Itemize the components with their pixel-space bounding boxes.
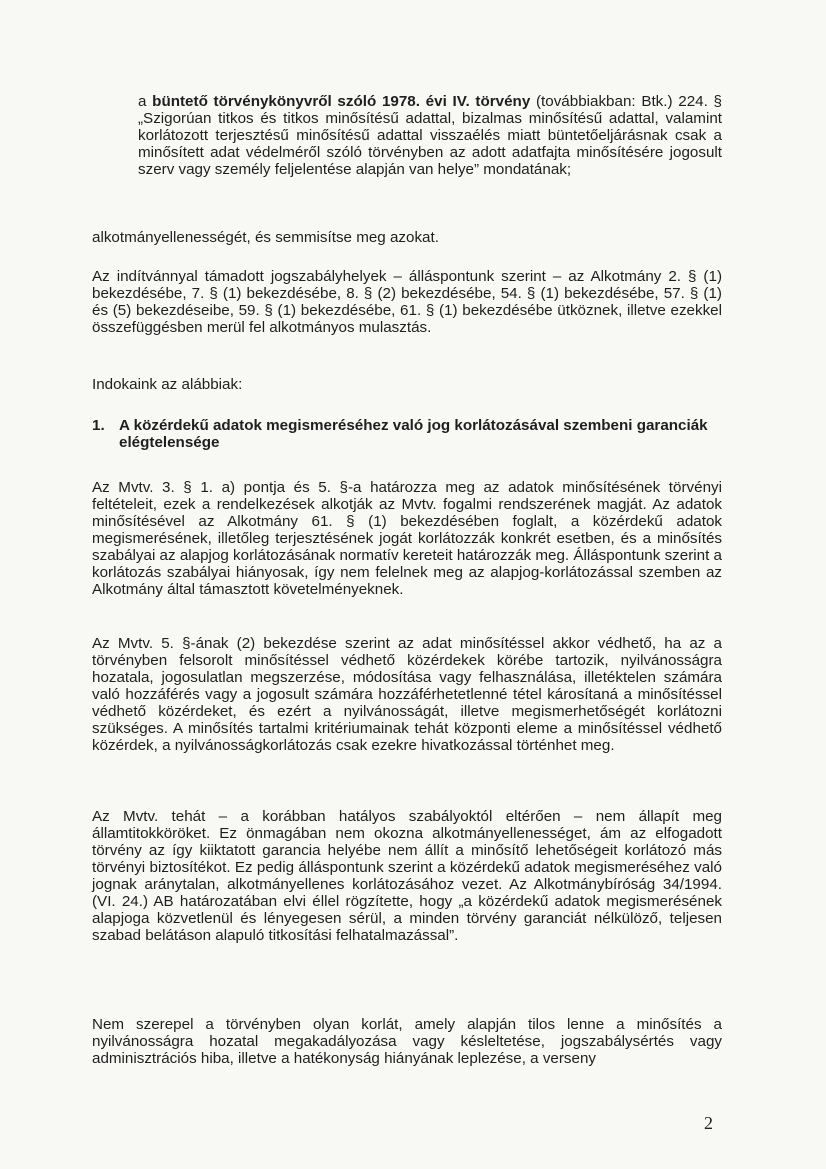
paragraph-mvtv-3: Az Mvtv. 3. § 1. a) pontja és 5. §-a határozza meg az adatok minősítésének törvényi feltételeit, ezek a rendelkezések alkotják az Mvtv. fogalmi rendszerének magját. Az adatok minősítésével az Alkotmány 61. § (1) bekezdésében foglalt, a közérdekű adatok megismerésének, illetőleg terjesztésének jogát korlátozzák konkrét esetben, és a minősítés szabályai az alapjog korlátozásának normatív kereteit határozzák meg. Álláspontunk szerint a korlátozás szabályai hiányosak, így nem felelnek meg az alapjog-korlátozással szemben az Alkotmány által támasztott követelményeknek.	[92, 479, 722, 598]
intro-bold-law-title: büntető törvénykönyvről szóló 1978. évi IV. törvény	[152, 93, 531, 110]
intro-prefix: a	[138, 93, 153, 110]
page-number: 2	[704, 1113, 713, 1133]
intro-paragraph	[138, 93, 722, 178]
paragraph-state-secrets: Az Mvtv. tehát – a korábban hatályos szabályoktól eltérően – nem állapít meg államtitokköröket. Ez önmagában nem okozna alkotmányellenességet, ám az elfogadott törvény az így kiiktatott garancia helyébe nem állít a minősítő lehetőségeit korlátozó más törvényi biztosítékot. Ez pedig álláspontunk szerint a közérdekű adatok megismeréséhez való jognak aránytalan, alkotmányellenes korlátozásához vezet. Az Alkotmánybíróság 34/1994. (VI. 24.) AB határozatában elvi éllel rögzítette, hogy „a közérdekű adatok megismerésének alapjoga közvetlenül és lényegesen sérül, a minden törvény garanciát nélkülöző, teljesen szabad belátáson alapuló titkosítási felhatalmazással”.	[92, 808, 722, 944]
paragraph-no-limitation: Nem szerepel a törvényben olyan korlát, amely alapján tilos lenne a minősítés a nyilvánosságra hozatal megakadályozása vagy késleltetése, jogszabálysértés vagy adminisztrációs hiba, illetve a hatékonyság hiányának leplezése, a verseny	[92, 1016, 722, 1067]
intro-rest: (továbbiakban: Btk.) 224. § „Szigorúan titkos és titkos minősítésű adattal, bizalmas minősítésű adattal, valamint korlátozott terjesztésű minősítésű adattal visszaélés miatt büntetőeljárásnak csak a minősített adat védelméről szóló törvényben az adott adatfajta minősítésére jogosult szerv vagy személy feljelentése alapján van helye” mondatának;	[138, 93, 722, 178]
paragraph-conclusion: alkotmányellenességét, és semmisítse meg azokat.	[92, 229, 439, 246]
paragraph-mvtv-5: Az Mvtv. 5. §-ának (2) bekezdése szerint az adat minősítéssel akkor védhető, ha az a törvényben felsorolt minősítéssel védhető közérdekek körébe tartozik, nyilvánosságra hozatala, jogosulatlan megszerzése, módosítása vagy felhasználása, illetéktelen számára való hozzáférés vagy a jogosult számára hozzáférhetetlenné tétel károsítaná a minősítéssel védhető közérdeket, és ezért a nyilvánosságát, illetve megismerhetőségét korlátozni szükséges. A minősítés tartalmi kritériumainak tehát központi eleme a minősítéssel védhető közérdek, a nyilvánosságkorlátozás csak ezekre hivatkozással történhet meg.	[92, 635, 722, 754]
paragraph-violated-provisions: Az indítvánnyal támadott jogszabályhelyek – álláspontunk szerint – az Alkotmány 2. § (1) bekezdésébe, 7. § (1) bekezdésébe, 8. § (2) bekezdésébe, 54. § (1) bekezdésébe, 57. § (1) és (5) bekezdéseibe, 59. § (1) bekezdésébe, 61. § (1) bekezdésébe ütköznek, illetve ezekkel összefüggésben merül fel alkotmányos mulasztás.	[92, 268, 722, 336]
section-heading-number: 1.	[92, 417, 105, 434]
section-heading-text: A közérdekű adatok megismeréséhez való jog korlátozásával szembeni garanciák elégtelensége	[119, 417, 708, 451]
section-heading-1	[92, 417, 712, 457]
paragraph-reasons-intro: Indokaink az alábbiak:	[92, 376, 243, 393]
